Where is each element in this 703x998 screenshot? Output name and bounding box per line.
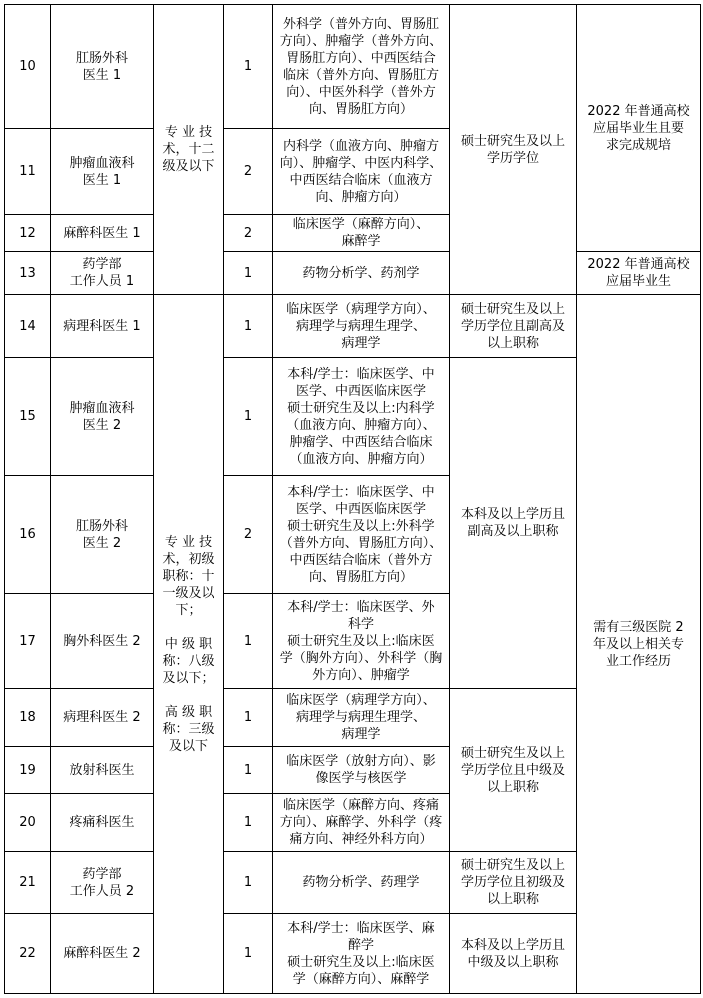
other-requirement-line: 年及以上相关专 [592, 636, 684, 652]
post-name [51, 215, 154, 252]
level-requirement-line: 下； [175, 602, 202, 618]
major-requirement-line: 硕士研究生及以上:外科学 [287, 518, 435, 534]
major-requirement-line: 本科/学士：临床医学、中 [287, 366, 435, 382]
major-requirement-line: 硕士研究生及以上:临床医 [287, 954, 435, 970]
post-name [51, 5, 154, 129]
hire-count: 1 [224, 295, 273, 358]
major-requirement-line: 药物分析学、药理学 [302, 875, 420, 890]
post-name [51, 852, 154, 914]
post-name [51, 129, 154, 215]
education-requirement [450, 358, 577, 689]
row-number: 10 [5, 5, 51, 129]
post-name-line: 医生 2 [82, 417, 122, 433]
level-requirement [154, 5, 224, 295]
level-requirement-line: 职称：十 [162, 568, 215, 584]
major-requirement [273, 252, 450, 295]
education-requirement-line: 以上职称 [486, 892, 539, 907]
table-row [5, 295, 701, 358]
level-requirement-line: 称：八级 [162, 653, 215, 669]
education-requirement-line: 本科及以上学历且 [460, 507, 565, 522]
post-name [51, 794, 154, 852]
major-requirement-line: （血液方向、肿瘤方向） [289, 451, 433, 467]
major-requirement-line: 痛方向、神经外科方向） [289, 832, 433, 847]
education-requirement-line: 学历学位且初级及 [460, 875, 565, 890]
education-requirement-line: 副高及以上职称 [467, 524, 559, 539]
row-number: 13 [5, 252, 51, 295]
post-name-line: 医生 1 [82, 172, 122, 188]
other-requirement-line: 需有三级医院 2 [593, 619, 684, 635]
education-requirement [450, 852, 577, 914]
major-requirement-line: 向）、肿瘤学、中医内科学、 [279, 155, 443, 171]
education-requirement-line: 硕士研究生及以上 [460, 301, 565, 317]
post-name-line: 胸外科医生 2 [63, 633, 141, 649]
level-requirement-line: 术，十二 [162, 142, 215, 157]
hire-count: 1 [224, 852, 273, 914]
row-number: 18 [5, 689, 51, 747]
education-requirement-line: 硕士研究生及以上 [460, 858, 565, 873]
hire-count: 1 [224, 5, 273, 129]
post-name-line: 药学部 [82, 257, 122, 272]
major-requirement-line: （普外方向、胃肠肛方向）、 [279, 535, 443, 551]
major-requirement-line: 方向）、麻醉学、外科学（疼 [279, 815, 443, 830]
education-requirement [450, 5, 577, 295]
major-requirement-line: 中西医结合临床（血液方 [289, 172, 433, 188]
row-number: 19 [5, 747, 51, 794]
hire-count: 1 [224, 794, 273, 852]
major-requirement-line: 医学、中西医临床医学 [295, 383, 426, 399]
row-number: 12 [5, 215, 51, 252]
major-requirement-line: 病理学与病理生理学、 [295, 318, 426, 334]
post-name-line: 麻醉科医生 2 [63, 946, 141, 961]
table-row [5, 252, 701, 295]
level-requirement-line: 专 业 技 [164, 125, 213, 140]
post-name [51, 252, 154, 295]
level-requirement-line [159, 619, 218, 636]
major-requirement-line: 学（麻醉方向）、麻醉学 [292, 971, 430, 987]
other-requirement [577, 252, 701, 295]
major-requirement-line: 醉学 [347, 937, 374, 953]
education-requirement [450, 914, 577, 994]
major-requirement-line: 临床（普外方向、胃肠肛方 [282, 67, 439, 83]
post-name [51, 747, 154, 794]
level-requirement-line: 及以下 [168, 738, 208, 754]
major-requirement-line: 向、胃肠肛方向） [308, 101, 413, 117]
hire-count: 2 [224, 215, 273, 252]
major-requirement-line: 学（胸外方向）、外科学（胸 [279, 650, 443, 666]
major-requirement-line: 病理学 [341, 335, 381, 351]
major-requirement-line: 硕士研究生及以上:内科学 [287, 400, 435, 416]
major-requirement-line: 医学、中西医临床医学 [295, 501, 426, 517]
post-name-line: 病理科医生 2 [63, 710, 141, 725]
level-requirement-line: 及以下； [162, 670, 215, 686]
major-requirement [273, 215, 450, 252]
major-requirement [273, 476, 450, 594]
recruitment-table [4, 4, 701, 994]
level-requirement-line: 术，初级 [162, 551, 215, 567]
education-requirement-line: 学历学位 [486, 150, 539, 166]
major-requirement-line: 临床医学（病理学方向）、 [286, 301, 436, 317]
row-number: 16 [5, 476, 51, 594]
hire-count: 2 [224, 476, 273, 594]
major-requirement [273, 5, 450, 129]
post-name-line: 药学部 [82, 866, 122, 882]
hire-count: 1 [224, 689, 273, 747]
major-requirement-line: 外科学（普外方向、胃肠肛 [282, 16, 439, 32]
post-name-line: 医生 1 [82, 67, 122, 83]
education-requirement-line: 学历学位且中级及 [460, 762, 565, 778]
major-requirement-line: 胃肠肛方向）、中西医结合 [286, 50, 436, 66]
level-requirement-line: 一级及以 [162, 585, 215, 601]
row-number: 20 [5, 794, 51, 852]
major-requirement [273, 914, 450, 994]
other-requirement [577, 295, 701, 994]
row-number: 21 [5, 852, 51, 914]
post-name-line: 肿瘤血液科 [69, 155, 135, 171]
post-name-line: 工作人员 1 [69, 274, 135, 289]
major-requirement-line: 麻醉学 [341, 234, 381, 249]
major-requirement [273, 295, 450, 358]
major-requirement-line: 向、胃肠肛方向） [308, 569, 413, 585]
other-requirement [577, 5, 701, 252]
major-requirement-line: 临床医学（麻醉方向）、 [292, 217, 430, 232]
post-name [51, 594, 154, 689]
post-name [51, 358, 154, 476]
major-requirement [273, 358, 450, 476]
major-requirement-line: 方向）、肿瘤学（普外方向、 [279, 33, 443, 49]
education-requirement-line: 以上职称 [486, 335, 539, 351]
level-requirement-line: 称：三级 [162, 721, 215, 737]
level-requirement-line: 专 业 技 [164, 534, 213, 550]
row-number: 15 [5, 358, 51, 476]
major-requirement [273, 747, 450, 794]
post-name [51, 295, 154, 358]
major-requirement-line: 药物分析学、药剂学 [302, 265, 420, 281]
other-requirement-line: 求完成规培 [605, 137, 671, 153]
post-name-line: 疼痛科医生 [69, 815, 135, 830]
major-requirement-line: 向、肿瘤方向） [315, 189, 407, 205]
major-requirement-line: 本科/学士：临床医学、中 [287, 484, 435, 500]
other-requirement-line: 应届毕业生 [605, 274, 671, 289]
major-requirement-line: 肿瘤学、中西医结合临床 [289, 434, 433, 450]
major-requirement [273, 594, 450, 689]
row-number: 22 [5, 914, 51, 994]
major-requirement-line: 硕士研究生及以上:临床医 [287, 633, 435, 649]
post-name [51, 689, 154, 747]
major-requirement-line: 科学 [347, 616, 374, 632]
level-requirement-line: 级及以下 [162, 159, 215, 174]
post-name-line: 放射科医生 [69, 762, 135, 778]
major-requirement-line: 内科学（血液方向、肿瘤方 [282, 138, 439, 154]
education-requirement-line: 硕士研究生及以上 [460, 745, 565, 761]
major-requirement-line: 病理学与病理生理学、 [295, 710, 426, 725]
education-requirement-line: 中级及以上职称 [467, 954, 559, 970]
education-requirement-line: 本科及以上学历且 [460, 937, 565, 953]
other-requirement-line: 业工作经历 [605, 653, 671, 669]
major-requirement-line: 临床医学（病理学方向）、 [286, 693, 436, 708]
major-requirement-line: 临床医学（麻醉方向、疼痛 [282, 798, 439, 813]
table-row [5, 5, 701, 129]
major-requirement [273, 689, 450, 747]
row-number: 17 [5, 594, 51, 689]
post-name [51, 476, 154, 594]
hire-count: 1 [224, 252, 273, 295]
other-requirement-line: 2022 年普通高校 [587, 257, 690, 272]
education-requirement-line: 以上职称 [486, 779, 539, 795]
major-requirement-line: 外方向）、肿瘤学 [312, 667, 410, 683]
level-requirement-line [159, 687, 218, 704]
row-number: 14 [5, 295, 51, 358]
hire-count: 1 [224, 914, 273, 994]
hire-count: 1 [224, 747, 273, 794]
post-name-line: 肿瘤血液科 [69, 400, 135, 416]
major-requirement [273, 852, 450, 914]
major-requirement-line: 病理学 [341, 727, 381, 742]
major-requirement-line: 像医学与核医学 [315, 771, 407, 786]
post-name-line: 医生 2 [82, 535, 122, 551]
major-requirement-line: 中西医结合临床（普外方 [289, 552, 433, 568]
other-requirement-line: 应届毕业生且要 [592, 120, 684, 136]
major-requirement-line: （血液方向、肿瘤方向）、 [286, 417, 436, 433]
education-requirement [450, 295, 577, 358]
hire-count: 1 [224, 358, 273, 476]
post-name-line: 病理科医生 1 [63, 318, 141, 334]
major-requirement-line: 本科/学士：临床医学、外 [287, 599, 435, 615]
education-requirement-line: 学历学位且副高及 [460, 318, 565, 334]
major-requirement [273, 129, 450, 215]
major-requirement-line: 向）、中医外科学（普外方 [286, 84, 436, 100]
level-requirement-line: 中 级 职 [164, 636, 213, 652]
hire-count: 1 [224, 594, 273, 689]
hire-count: 2 [224, 129, 273, 215]
major-requirement-line: 临床医学（放射方向）、影 [286, 754, 436, 769]
post-name [51, 914, 154, 994]
post-name-line: 麻醉科医生 1 [63, 225, 141, 241]
level-requirement-line: 高 级 职 [164, 704, 213, 720]
post-name-line: 工作人员 2 [69, 883, 135, 899]
level-requirement [154, 295, 224, 994]
education-requirement-line: 硕士研究生及以上 [460, 133, 565, 149]
post-name-line: 肛肠外科 [75, 518, 128, 534]
row-number: 11 [5, 129, 51, 215]
major-requirement-line: 本科/学士：临床医学、麻 [287, 920, 435, 936]
other-requirement-line: 2022 年普通高校 [587, 103, 690, 119]
post-name-line: 肛肠外科 [75, 50, 128, 66]
education-requirement [450, 689, 577, 852]
major-requirement [273, 794, 450, 852]
